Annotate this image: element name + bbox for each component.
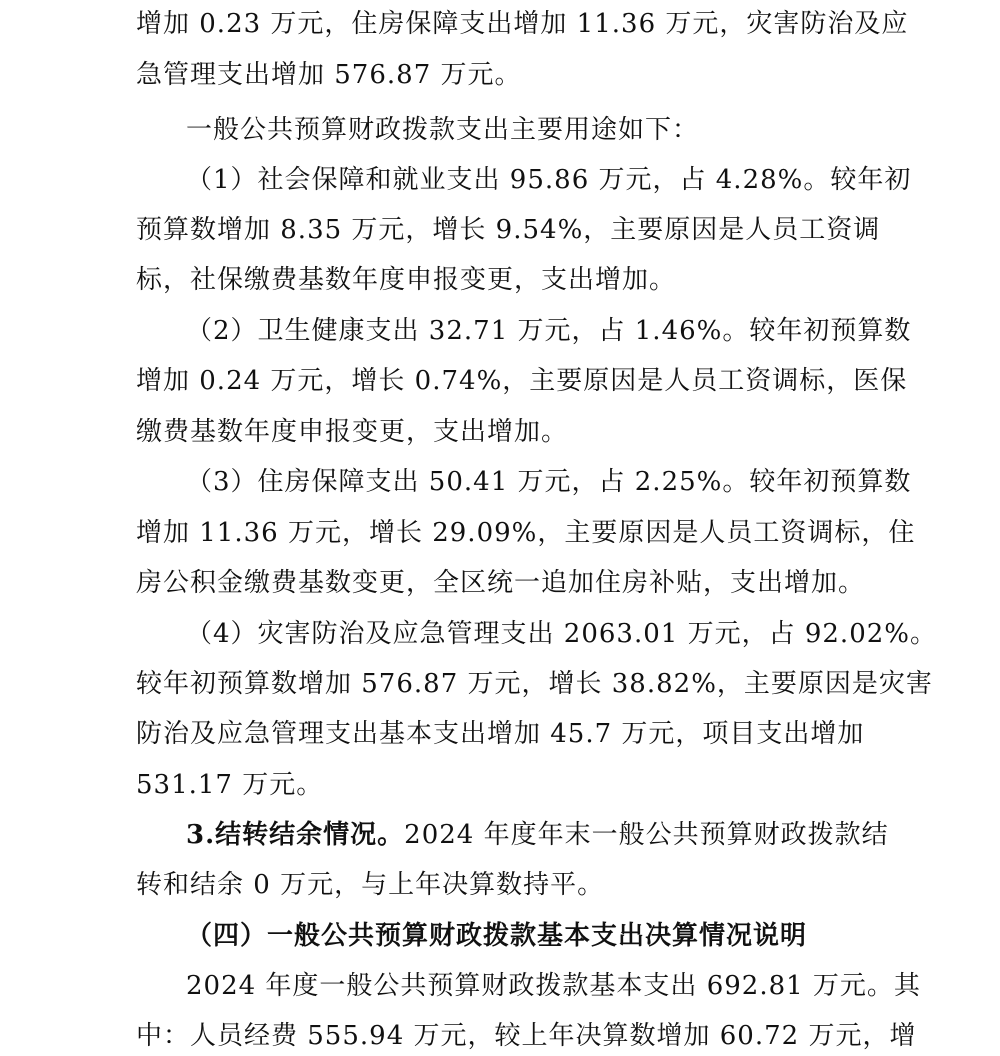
paragraph-line: 增加 11.36 万元，增长 29.09%，主要原因是人员工资调标，住: [136, 518, 916, 548]
paragraph-line: 较年初预算数增加 576.87 万元，增长 38.82%，主要原因是灾害: [136, 669, 933, 699]
paragraph-line: 增加 0.24 万元，增长 0.74%，主要原因是人员工资调标，医保: [136, 366, 908, 396]
section-3-line: [186, 817, 889, 853]
paragraph-line: 一般公共预算财政拨款支出主要用途如下：: [186, 115, 700, 145]
section-heading: （四）一般公共预算财政拨款基本支出决算情况说明: [186, 921, 808, 951]
paragraph-line: 增加 0.23 万元，住房保障支出增加 11.36 万元，灾害防治及应: [136, 9, 909, 39]
paragraph-line: 中：人员经费 555.94 万元，较上年决算数增加 60.72 万元，增: [136, 1021, 917, 1051]
paragraph-line: 防治及应急管理支出基本支出增加 45.7 万元，项目支出增加: [136, 719, 865, 749]
paragraph-line: 预算数增加 8.35 万元，增长 9.54%，主要原因是人员工资调: [136, 215, 881, 245]
paragraph-line: （2）卫生健康支出 32.71 万元，占 1.46%。较年初预算数: [186, 316, 912, 346]
paragraph-line: 急管理支出增加 576.87 万元。: [136, 60, 522, 90]
paragraph-line: （1）社会保障和就业支出 95.86 万元，占 4.28%。较年初: [186, 165, 912, 195]
paragraph-line: 缴费基数年度申报变更，支出增加。: [136, 417, 569, 447]
paragraph-line: 转和结余 0 万元，与上年决算数持平。: [136, 870, 605, 900]
paragraph-line: （3）住房保障支出 50.41 万元，占 2.25%。较年初预算数: [186, 467, 912, 497]
paragraph-line: 2024 年度一般公共预算财政拨款基本支出 692.81 万元。其: [186, 971, 921, 1001]
paragraph-line: 531.17 万元。: [136, 770, 324, 800]
section-3-heading: 3.结转结余情况。: [186, 820, 405, 850]
paragraph-line: （4）灾害防治及应急管理支出 2063.01 万元，占 92.02%。: [186, 619, 937, 649]
paragraph-line: 标，社保缴费基数年度申报变更，支出增加。: [136, 265, 677, 295]
section-3-text: 2024 年度年末一般公共预算财政拨款结: [404, 820, 889, 850]
paragraph-line: 房公积金缴费基数变更，全区统一追加住房补贴，支出增加。: [136, 568, 866, 598]
